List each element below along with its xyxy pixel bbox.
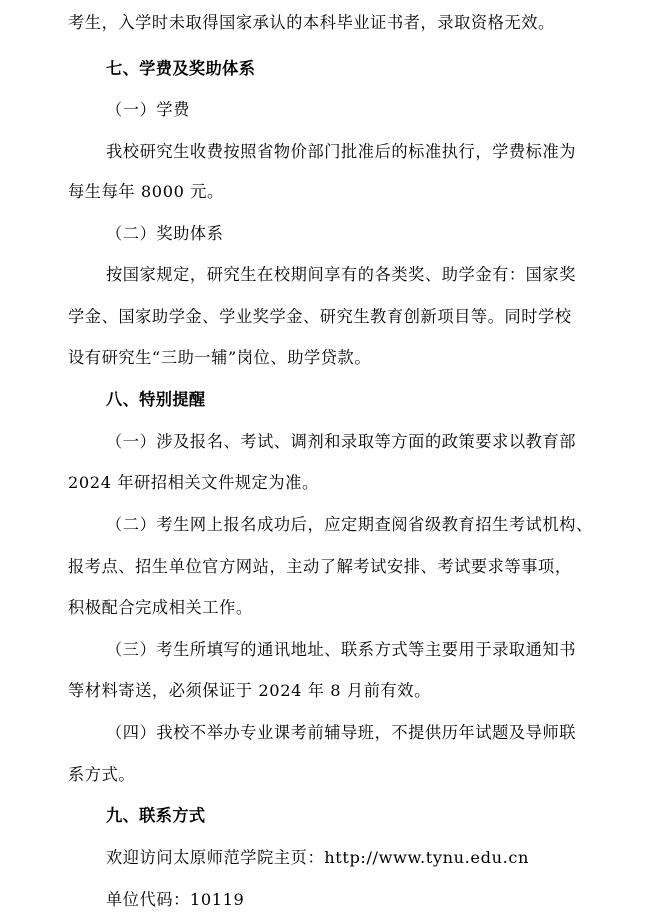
paragraph-line: （三）考生所填写的通讯地址、联系方式等主要用于录取通知书 [106, 640, 577, 659]
unit-code-line: 单位代码：10119 [106, 890, 245, 909]
paragraph-line: 设有研究生“三助一辅”岗位、助学贷款。 [68, 348, 372, 367]
homepage-line: 欢迎访问太原师范学院主页：http://www.tynu.edu.cn [106, 848, 530, 867]
paragraph-line: 我校研究生收费按照省物价部门批准后的标准执行，学费标准为 [106, 142, 577, 161]
paragraph-line: 考生，入学时未取得国家承认的本科毕业证书者，录取资格无效。 [68, 13, 555, 32]
paragraph-line: 按国家规定，研究生在校期间享有的各类奖、助学金有：国家奖 [106, 265, 577, 284]
paragraph-line: 每生每年 8000 元。 [68, 182, 224, 201]
subheading-tuition: （一）学费 [106, 100, 190, 119]
section-heading-contact: 九、联系方式 [106, 806, 206, 825]
paragraph-line: 报考点、招生单位官方网站，主动了解考试安排、考试要求等事项， [68, 557, 572, 576]
subheading-scholarship: （二）奖助体系 [106, 224, 224, 243]
paragraph-line: 等材料寄送，必须保证于 2024 年 8 月前有效。 [68, 681, 431, 700]
paragraph-line: （四）我校不举办专业课考前辅导班，不提供历年试题及导师联 [106, 723, 577, 742]
paragraph-line: 学金、国家助学金、学业奖学金、研究生教育创新项目等。同时学校 [68, 307, 572, 326]
section-heading-reminder: 八、特别提醒 [106, 390, 206, 409]
paragraph-line: 2024 年研招相关文件规定为准。 [68, 473, 319, 492]
paragraph-line: 系方式。 [68, 765, 136, 784]
paragraph-line: （二）考生网上报名成功后，应定期查阅省级教育招生考试机构、 [106, 515, 593, 534]
section-heading-tuition: 七、学费及奖助体系 [106, 59, 256, 78]
paragraph-line: 积极配合完成相关工作。 [68, 598, 253, 617]
paragraph-line: （一）涉及报名、考试、调剂和录取等方面的政策要求以教育部 [106, 432, 577, 451]
